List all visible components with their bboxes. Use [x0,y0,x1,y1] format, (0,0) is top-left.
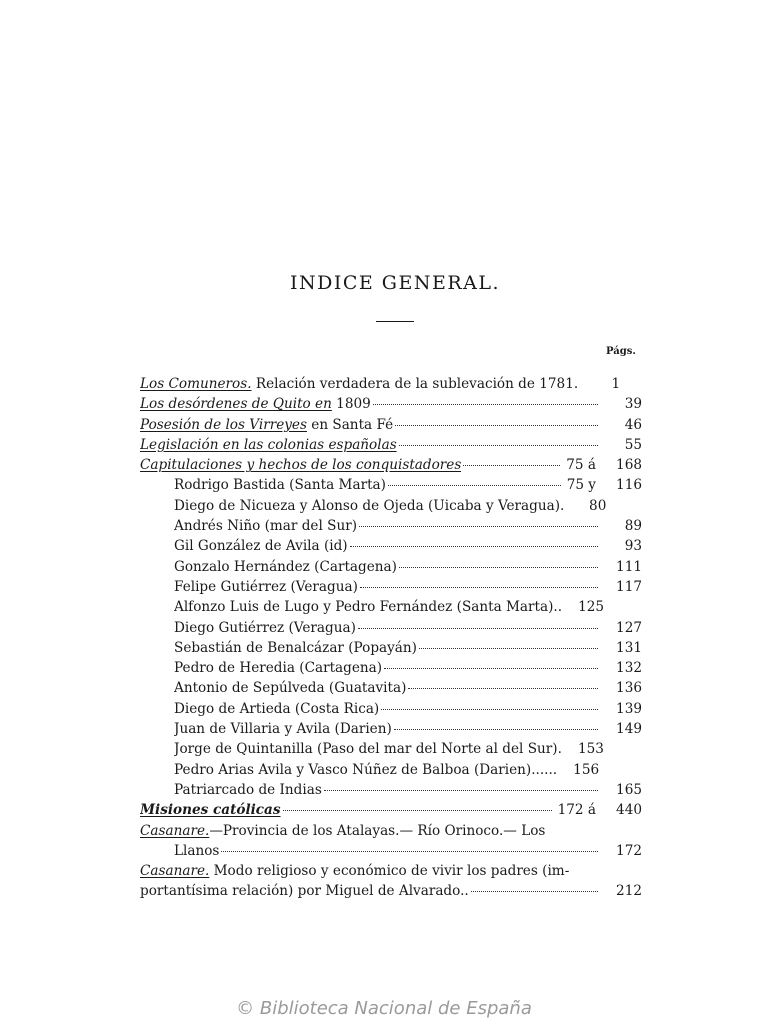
entry-subtitle: —Provincia de los Atalayas.— Río Orinoco.— Los [209,822,546,839]
entry-title: Posesión de los Virreyes [140,416,307,433]
entry-page: 39 [624,396,642,413]
subentry-text: Diego de Artieda (Costa Rica) [174,700,380,717]
entry-page: 1 [611,376,621,392]
subentry-text: Rodrigo Bastida (Santa Marta) [174,477,386,494]
toc-subentry [140,536,642,556]
entry-page: 168 [616,457,642,474]
entry-continuation: portantísima relación) por Miguel de Alvarado.. [140,883,469,900]
entry-subtitle: Modo religioso y económico de vivir los padres (im- [209,863,570,880]
dot-leader [399,445,598,446]
subentry-text: Alfonzo Luis de Lugo y Pedro Fernández (Santa Marta).. [174,599,563,616]
entry-page: 117 [616,578,642,595]
entry-subtitle: 1809 [331,396,371,413]
dot-leader [381,709,598,710]
entry-title: Casanare. [140,863,210,880]
dot-leader [408,688,598,689]
subentry-text: Pedro Arias Avila y Vasco Núñez de Balboa (Darien)...... [174,761,558,778]
toc-subentry [140,699,642,719]
entry-title: Misiones católicas [140,802,281,819]
entry-page: 111 [616,558,642,575]
subentry-text: Sebastián de Benalcázar (Popayán) [174,639,417,656]
entry-page: 80 [589,497,607,514]
entry-subtitle: Relación verdadera de la sublevación de 1781. [251,376,579,392]
dot-leader [388,485,561,486]
entry-title: Capitulaciones y hechos de los conquistadores [140,457,462,474]
toc-entry [140,374,642,394]
subentry-text: Pedro de Heredia (Cartagena) [174,660,383,677]
toc-subentry [140,496,642,516]
entry-page: 212 [616,883,642,900]
entry-continuation: Llanos [174,842,220,859]
entry-page: 89 [624,518,642,535]
entry-page: 440 [616,802,642,819]
entry-title: Los Comuneros. [140,376,252,392]
toc-subentry [140,475,642,495]
subentry-text: Gonzalo Hernández (Cartagena) [174,558,397,575]
entry-page: 116 [616,477,642,494]
toc-entry [140,800,642,820]
entry-page: 55 [624,436,642,453]
toc-entry [140,455,642,475]
toc-subentry [140,618,642,638]
subentry-text: Juan de Villaria y Avila (Darien) [174,721,392,738]
dot-leader [384,668,598,669]
dot-leader [373,404,598,405]
entry-page-range-start: 75 á [566,457,596,474]
dot-leader [350,546,598,547]
toc-subentry [140,678,642,698]
dot-leader [395,425,598,426]
toc-subentry [140,760,642,780]
dot-leader [394,729,598,730]
entry-page-range-start: 75 y [566,477,596,494]
entry-page: 132 [616,660,642,677]
entry-page: 172 [616,842,642,859]
entry-subtitle: en Santa Fé [306,416,394,433]
dot-leader [463,465,560,466]
dot-leader [360,587,598,588]
toc-entry [140,861,642,902]
toc-subentry [140,739,642,759]
dot-leader [471,891,598,892]
subentry-text: Gil González de Avila (id) [174,538,348,555]
index-title: INDICE GENERAL. [289,272,501,294]
entry-page: 93 [624,538,642,555]
subentry-text: Diego de Nicueza y Alonso de Ojeda (Uicaba y Veragua). [174,497,565,514]
dot-leader [399,567,598,568]
toc-entry [140,821,642,862]
entry-page: 149 [616,721,642,738]
dot-leader [283,810,552,811]
dot-leader [324,790,598,791]
entry-page: 125 [578,599,605,616]
toc-entry [140,394,642,414]
entry-page: 136 [616,680,642,697]
toc-subentry [140,638,642,658]
copyright-watermark: © Biblioteca Nacional de España [236,998,532,1019]
subentry-text: Felipe Gutiérrez (Veragua) [174,578,358,595]
entry-page: 156 [573,761,600,778]
toc-subentry [140,719,642,739]
entry-page: 127 [616,619,642,636]
subentry-text: Diego Gutiérrez (Veragua) [174,619,356,636]
dot-leader [221,851,598,852]
dot-leader [359,526,598,527]
subentry-text: Antonio de Sepúlveda (Guatavita) [174,680,407,697]
entry-title: Casanare. [140,822,210,839]
dot-leader [358,628,598,629]
entry-page-range-start: 172 á [557,802,596,819]
entry-page: 165 [616,781,642,798]
entry-page: 131 [616,639,642,656]
dot-leader [419,648,598,649]
table-of-contents [140,374,642,902]
toc-subentry [140,557,642,577]
title-rule [376,321,414,322]
toc-subentry [140,577,642,597]
toc-subentry [140,780,642,800]
toc-entry [140,435,642,455]
entry-page: 46 [624,416,642,433]
toc-entry [140,415,642,435]
entry-page: 153 [577,741,604,758]
subentry-text: Jorge de Quintanilla (Paso del mar del Norte al del Sur). [174,741,562,758]
subentry-text: Patriarcado de Indias [174,781,322,798]
subentry-text: Andrés Niño (mar del Sur) [174,518,358,535]
entry-title: Los desórdenes de Quito en [140,396,332,413]
pages-column-label: Págs. [606,346,636,357]
toc-subentry [140,516,642,536]
entry-title: Legislación en las colonias españolas [140,436,397,453]
toc-subentry [140,597,642,617]
toc-subentry [140,658,642,678]
entry-page: 139 [616,700,642,717]
